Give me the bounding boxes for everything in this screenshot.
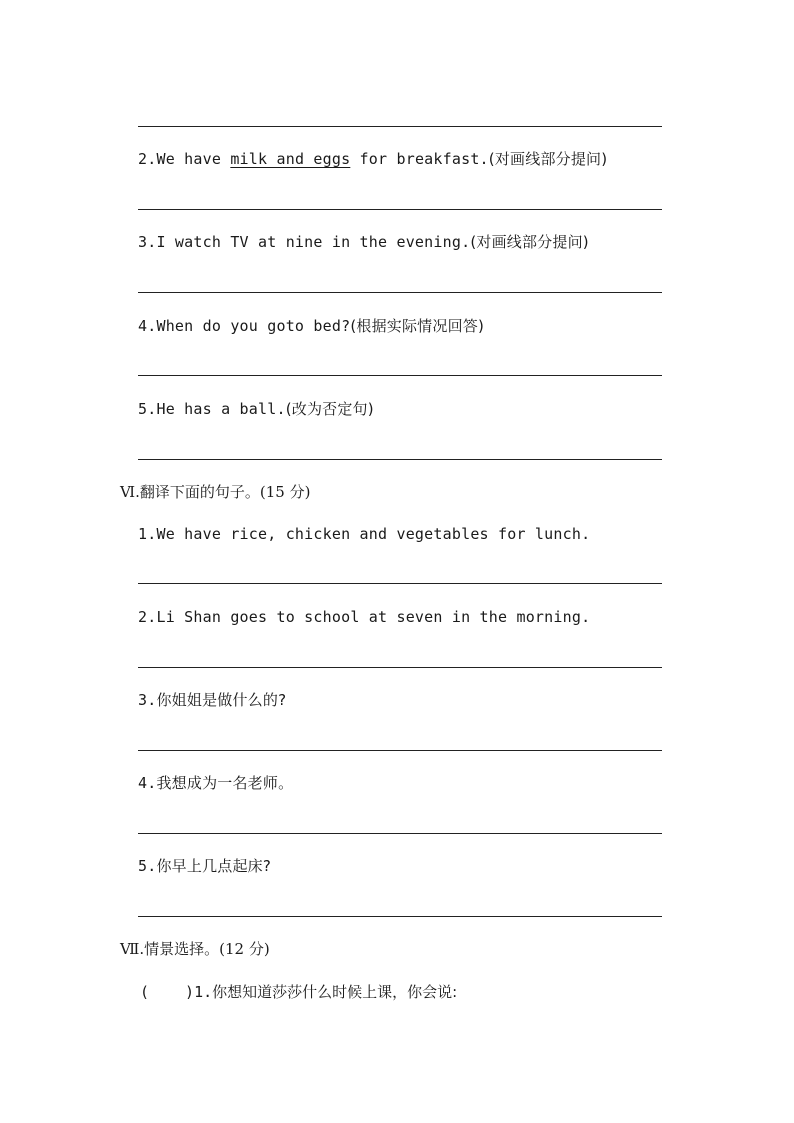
question-5	[138, 399, 374, 419]
answer-paren-close: )	[185, 983, 195, 1001]
section-heading-vi	[120, 482, 310, 502]
question-2	[138, 149, 607, 169]
question-text-post: for breakfast.	[350, 150, 489, 168]
question-number: 5.	[138, 400, 157, 418]
question-number: 3.	[138, 691, 157, 709]
question-instruction: (改为否定句)	[285, 400, 374, 418]
translation-5	[138, 856, 271, 876]
section-title: 情景选择。	[144, 940, 220, 958]
question-text: I watch TV at nine in the evening.	[156, 233, 471, 251]
question-number: 5.	[138, 857, 157, 875]
question-instruction: (对画线部分提问)	[488, 150, 608, 168]
answer-line[interactable]	[138, 916, 662, 917]
question-text: When do you goto bed?	[156, 317, 351, 335]
question-text: We have rice, chicken and vegetables for lunch.	[156, 525, 591, 543]
answer-line[interactable]	[138, 209, 662, 210]
answer-line[interactable]	[138, 126, 662, 127]
answer-line[interactable]	[138, 583, 662, 584]
question-instruction: (对画线部分提问)	[470, 233, 589, 251]
answer-line[interactable]	[138, 459, 662, 460]
section-score: (12 分)	[219, 940, 270, 958]
question-text: Li Shan goes to school at seven in the morning.	[156, 608, 591, 626]
question-number: 4.	[138, 317, 157, 335]
question-number: 3.	[138, 233, 157, 251]
answer-paren-open: (	[140, 983, 150, 1001]
translation-1	[138, 524, 590, 544]
question-text: 你早上几点起床?	[156, 857, 272, 875]
answer-line[interactable]	[138, 375, 662, 376]
section-number: Ⅵ.	[120, 483, 140, 501]
answer-line[interactable]	[138, 750, 662, 751]
question-text-pre: We have	[156, 150, 231, 168]
question-text: 我想成为一名老师。	[156, 774, 294, 792]
question-text: He has a ball.	[156, 400, 286, 418]
translation-3	[138, 690, 286, 710]
question-number: 2.	[138, 150, 157, 168]
question-number: 1.	[138, 525, 157, 543]
choice-question-1	[140, 982, 457, 1002]
question-4	[138, 316, 484, 336]
question-instruction: (根据实际情况回答)	[350, 317, 485, 335]
question-number: 2.	[138, 608, 157, 626]
question-text: 你想知道莎莎什么时候上课，你会说:	[212, 983, 458, 1001]
question-number: 4.	[138, 774, 157, 792]
section-score: (15 分)	[259, 483, 311, 501]
question-3	[138, 232, 589, 252]
translation-2	[138, 607, 590, 627]
translation-4	[138, 773, 293, 793]
section-heading-vii	[120, 939, 270, 959]
underlined-phrase: milk and eggs	[230, 150, 351, 168]
answer-line[interactable]	[138, 292, 662, 293]
question-text: 你姐姐是做什么的?	[156, 691, 287, 709]
section-number: Ⅶ.	[120, 940, 145, 958]
question-number: 1.	[194, 983, 213, 1001]
section-title: 翻译下面的句子。	[139, 483, 260, 501]
answer-line[interactable]	[138, 833, 662, 834]
answer-line[interactable]	[138, 667, 662, 668]
